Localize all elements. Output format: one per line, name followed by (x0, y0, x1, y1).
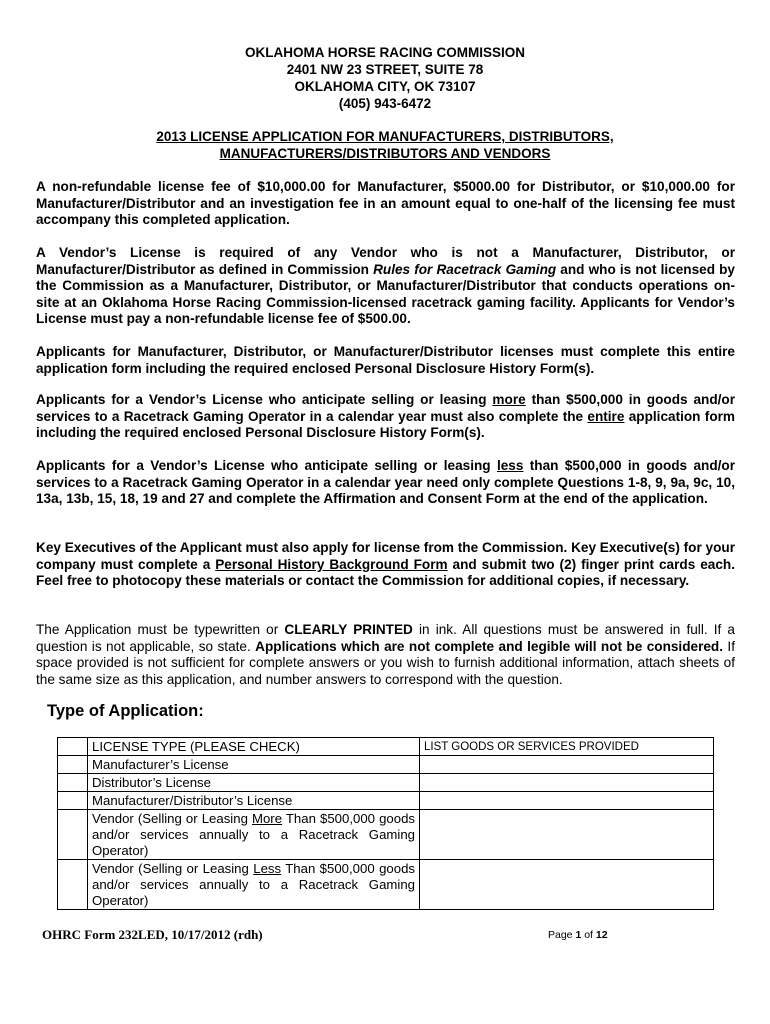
section-title: Type of Application: (47, 702, 204, 720)
table-header-row (58, 738, 714, 756)
fee-paragraph: A non-refundable license fee of $10,000.00 for Manufacturer, $5000.00 for Distributor, or $10,000.00 for Manufacturer/Distributor and an investigation fee in an amount equal to one-half of the licensing fee must accompany this completed application. (36, 179, 735, 228)
key-executives-paragraph: Key Executives of the Applicant must also apply for license from the Commission. Key Executive(s) for your company must complete a Personal History Background Form and submit two (2) finger print cards each. Feel free to photocopy these materials or contact the Commission for additional copies, if necessary. (36, 540, 736, 589)
agency-address-city: OKLAHOMA CITY, OK 73107 (294, 79, 476, 94)
goods-services-cell[interactable] (420, 756, 714, 774)
vendor-less-paragraph: Applicants for a Vendor’s License who anticipate selling or leasing less than $500,000 in goods and/or services to a Racetrack Gaming Operator in a calendar year need only complete Questions 1-8, 9, 9a, 9c, 10, 13a, 13b, 15, 18, 19 and 27 and complete the Affirmation and Consent Form at the end of the application. (36, 458, 736, 507)
distributor-license-label: Distributor’s License (88, 774, 420, 792)
manufacturer-distributor-checkbox-cell[interactable] (58, 792, 88, 810)
license-type-header: LICENSE TYPE (PLEASE CHECK) (88, 738, 420, 756)
manufacturer-requirements-paragraph: Applicants for Manufacturer, Distributor, or Manufacturer/Distributor licenses must complete this entire application form including the required enclosed Personal Disclosure History Form(s). (36, 344, 735, 376)
vendor-license-paragraph: A Vendor’s License is required of any Vendor who is not a Manufacturer, Distributor, or Manufacturer/Distributor as defined in Commission Rules for Racetrack Gaming and who is not licensed by the Commission as a Manufacturer, Distributor, or Manufacturer/Distributor that conducts operations on-site at an Oklahoma Horse Racing Commission-licensed racetrack gaming facility. Applicants for Vendor’s License must pay a non-refundable license fee of $500.00. (36, 245, 735, 327)
table-row (58, 810, 714, 860)
form-identifier: OHRC Form 232LED, 10/17/2012 (rdh) (42, 927, 263, 942)
instructions-paragraph: The Application must be typewritten or CLEARLY PRINTED in ink. All questions must be answered in full. If a question is not applicable, so state. Applications which are not complete and legible will not be considered. If space provided is not sufficient for complete answers or you wish to furnish additional information, attach sheets of the same size as this application, and number answers to correspond with the question. (36, 622, 735, 687)
vendor-more-checkbox-cell[interactable] (58, 810, 88, 860)
vendor-less-license-label: Vendor (Selling or Leasing Less Than $500,000 goods and/or services annually to a Racetrack Gaming Operator) (88, 860, 420, 910)
agency-phone: (405) 943-6472 (338, 96, 432, 111)
goods-services-cell[interactable] (420, 860, 714, 910)
goods-services-cell[interactable] (420, 810, 714, 860)
page-number: Page 1 of 12 (548, 929, 608, 941)
vendor-more-paragraph: Applicants for a Vendor’s License who anticipate selling or leasing more than $500,000 in goods and/or services to a Racetrack Gaming Operator in a calendar year must also complete the entire application form including the required enclosed Personal Disclosure History Form(s). (36, 392, 735, 441)
table-row (58, 774, 714, 792)
table-row (58, 860, 714, 910)
goods-services-cell[interactable] (420, 792, 714, 810)
table-row (58, 792, 714, 810)
checkbox-cell-header (58, 738, 88, 756)
vendor-less-checkbox-cell[interactable] (58, 860, 88, 910)
manufacturer-license-label: Manufacturer’s License (88, 756, 420, 774)
table-row (58, 756, 714, 774)
manufacturer-distributor-license-label: Manufacturer/Distributor’s License (88, 792, 420, 810)
license-type-table (57, 737, 714, 910)
manufacturer-checkbox-cell[interactable] (58, 756, 88, 774)
form-title-line1: 2013 LICENSE APPLICATION FOR MANUFACTURERS, DISTRIBUTORS, (156, 129, 614, 144)
form-title-line2: MANUFACTURERS/DISTRIBUTORS AND VENDORS (219, 146, 551, 161)
agency-name: OKLAHOMA HORSE RACING COMMISSION (245, 45, 525, 60)
vendor-more-license-label: Vendor (Selling or Leasing More Than $500,000 goods and/or services annually to a Racetrack Gaming Operator) (88, 810, 420, 860)
agency-address-street: 2401 NW 23 STREET, SUITE 78 (286, 62, 484, 77)
goods-services-header: LIST GOODS OR SERVICES PROVIDED (420, 738, 714, 756)
distributor-checkbox-cell[interactable] (58, 774, 88, 792)
goods-services-cell[interactable] (420, 774, 714, 792)
